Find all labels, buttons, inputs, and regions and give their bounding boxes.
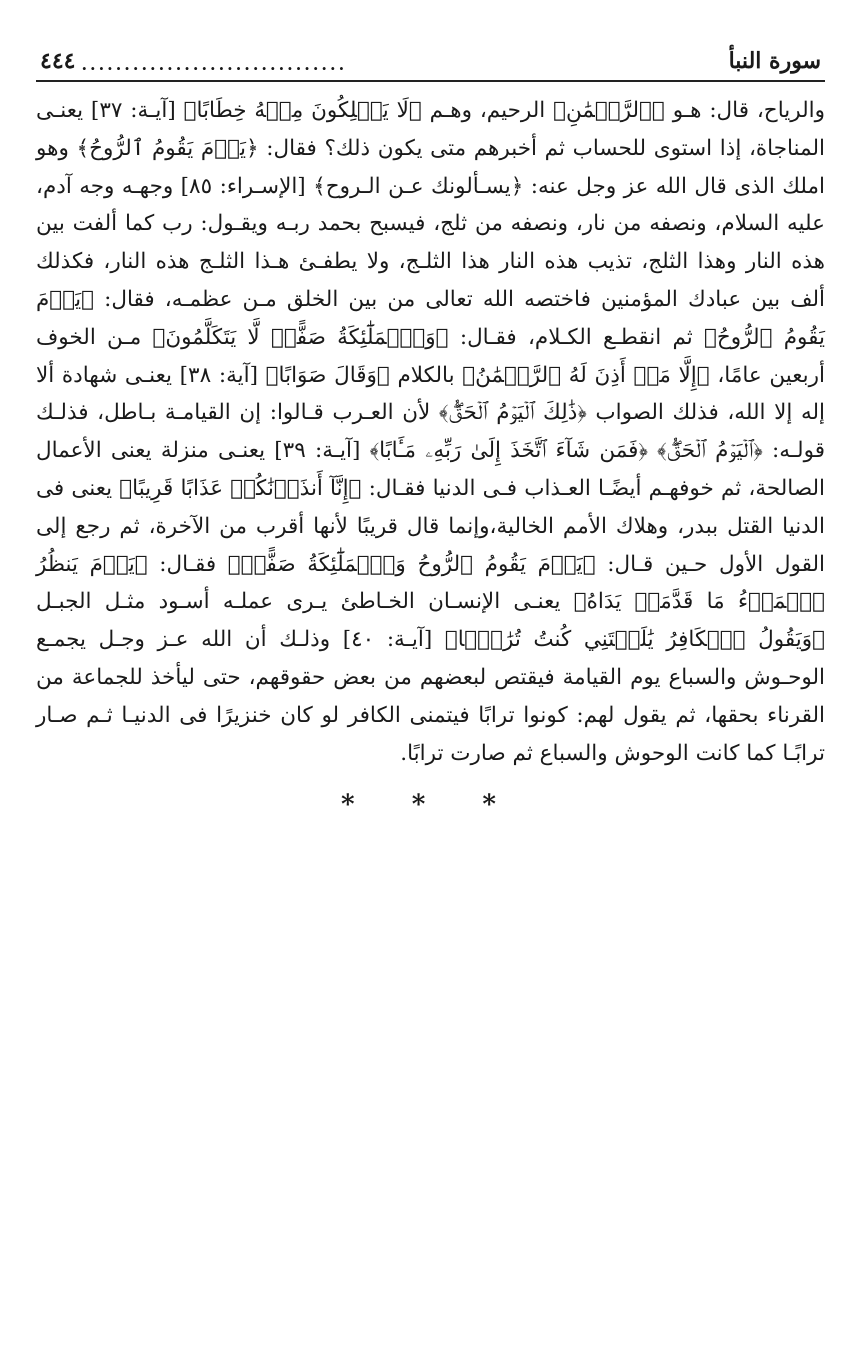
page-number: ٤٤٤ [40, 48, 76, 74]
page-body [36, 92, 825, 772]
section-separator: * * * [341, 790, 520, 821]
header-left [40, 48, 347, 74]
header-dots: ............................... [81, 55, 348, 74]
body-paragraph: والرياح، قال: هـو ﴿ٱلرَّحۡمَٰنِ﴾ الرحيم، وهـم ﴿لَا يَمۡلِكُونَ مِنۡهُ خِطَابًا﴾ [آيـة: ٣٧] يعنـى المناجاة، إذا استوى للحساب ثم أخبرهم متى يكون ذلك؟ فقال: ﴿يَوۡمَ يَقُومُ ٱلرُّوحُ﴾ وهو املك الذى قال الله عز وجل عنه: ﴿يسـألونك عـن الـروح﴾ [الإسـراء: ٨٥] وجهـه وجه آدم، عليه السلام، ونصفه من نار، ونصفه من ثلج، فيسبح بحمد ربـه ويقـول: رب كما ألفت بين هذه النار وهذا الثلج، تذيب هذه النار هذا الثلـج، ولا يطفـئ هـذا الثلـج هذه النار، فكذلك ألف بين عبادك المؤمنين فاختصه الله تعالى من بين الخلق مـن عظمـه، فقال: ﴿يَوۡمَ يَقُومُ ٱلرُّوحُ﴾ ثم انقطـع الكـلام، فقـال: ﴿وَٱلۡمَلَٰٓئِكَةُ صَفًّاۖ لَّا يَتَكَلَّمُونَ﴾ مـن الخوف أربعين عامًا، ﴿إِلَّا مَنۡ أَذِنَ لَهُ ٱلرَّحۡمَٰنُ﴾ بالكلام ﴿وَقَالَ صَوَابًا﴾ [آية: ٣٨] يعنـى شهادة ألا إله إلا الله، فذلك الصواب ﴿ذَٰلِكَ ٱلۡيَوۡمُ ٱلۡحَقُّۖ﴾ لأن العـرب قـالوا: إن القيامـة بـاطل، فذلـك قولـه: ﴿ٱلۡيَوۡمُ ٱلۡحَقُّۖ﴾ ﴿فَمَن شَآءَ ٱتَّخَذَ إِلَىٰ رَبِّهِۦ مَـَٔابًا﴾ [آيـة: ٣٩] يعنـى منزلة يعنى الأعمال الصالحة، ثم خوفهـم أيضًـا العـذاب فـى الدنيا فقـال: ﴿إِنَّآ أَنذَرۡنَٰكُمۡ عَذَابًا قَرِيبًا﴾ يعنى فى الدنيا القتل ببدر، وهلاك الأمم الخالية،وإنما قال قريبًا لأنها أقرب من الآخرة، ثم رجع إلى القول الأول حـين قـال: ﴿يَوۡمَ يَقُومُ ٱلرُّوحُ وَٱلۡمَلَٰٓئِكَةُ صَفًّاۖ﴾ فقـال: ﴿يَوۡمَ يَنظُرُ ٱلۡمَرۡءُ مَا قَدَّمَتۡ يَدَاهُ﴾ يعنـى الإنسـان الخـاطئ يـرى عملـه أسـود مثـل الجبـل ﴿وَيَقُولُ ٱلۡكَافِرُ يَٰلَيۡتَنِي كُنتُ تُرَٰبَۢا﴾ [آيـة: ٤٠] وذلـك أن الله عـز وجـل يجمـع الوحـوش والسباع يوم القيامة فيقتص لبعضهم من بعض حقوقهم، حتى ليأخذ للجماعة من القرناء بحقها، ثم يقول لهم: كونوا ترابًا فيتمنى الكافر لو كان خنزيرًا فى الدنيـا ثـم صـار ترابًـا كما كانت الوحوش والسباع ثم صارت ترابًا. [36, 98, 825, 766]
page-header [36, 40, 825, 82]
surah-title: سورة النبأ [728, 48, 821, 74]
